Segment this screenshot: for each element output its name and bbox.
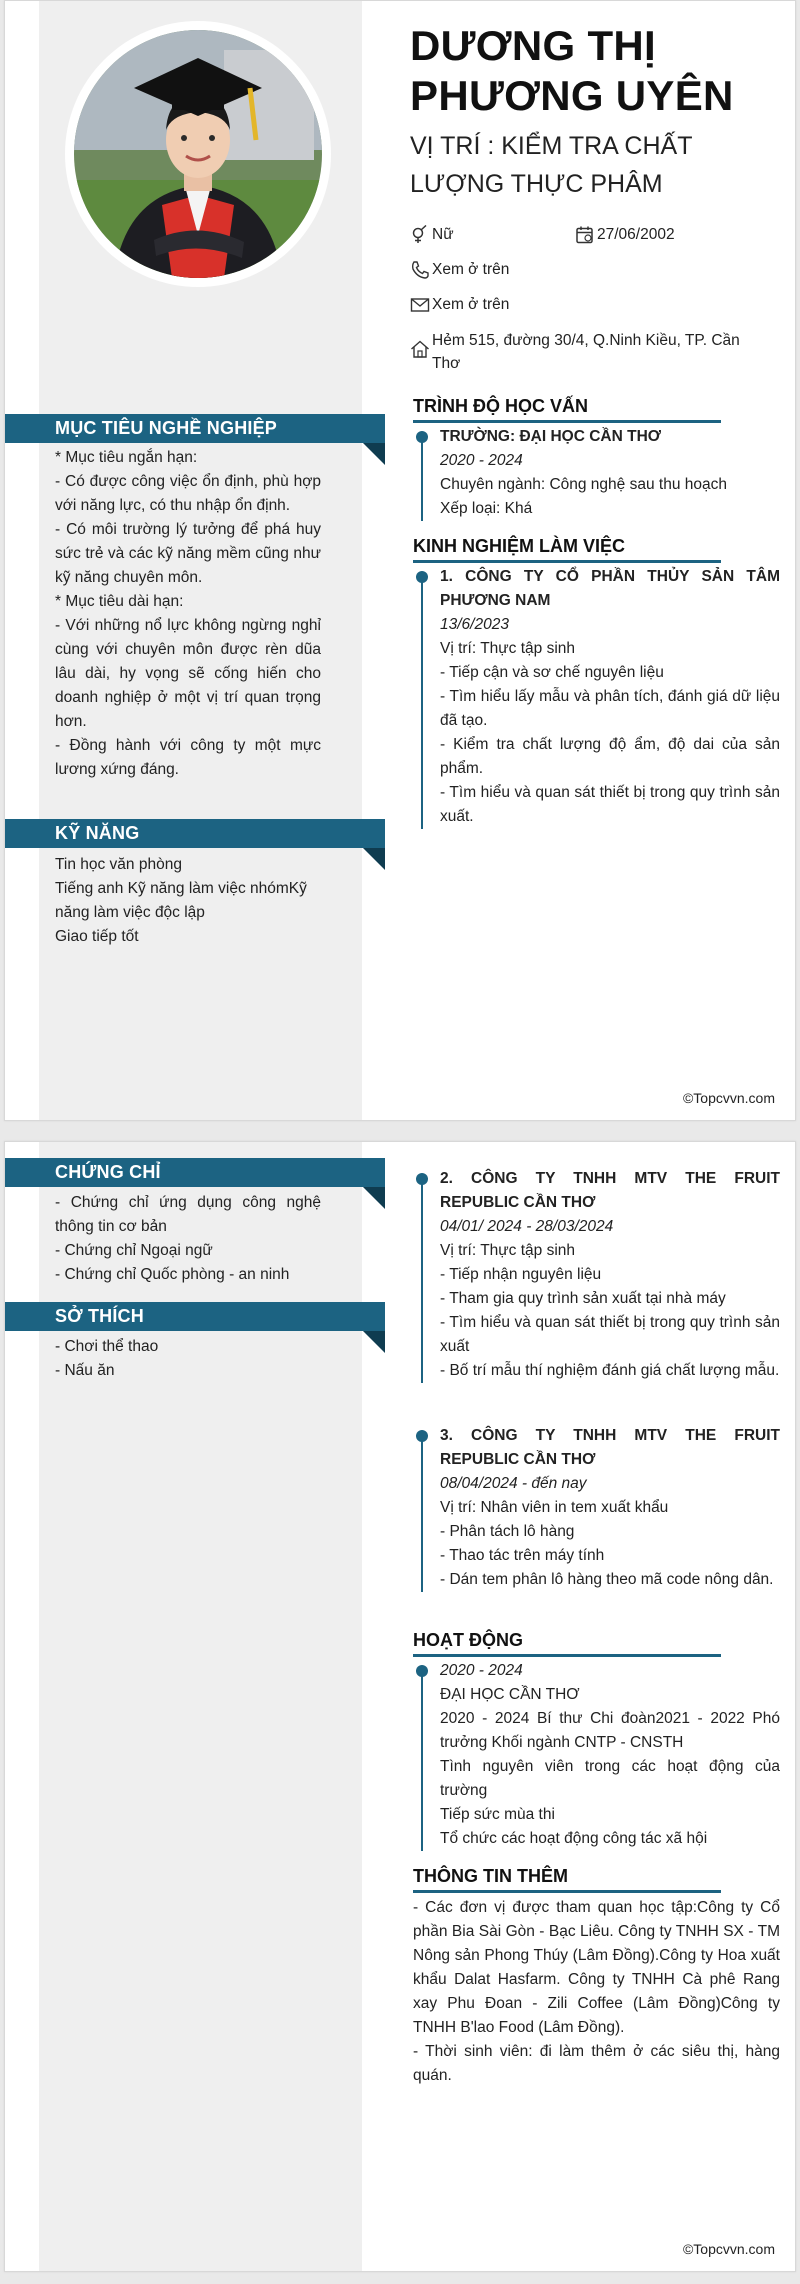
objective-line: - Có môi trường lý tưởng để phá huy sức trẻ và các kỹ năng mềm cũng như kỹ năng chuyên môn.	[55, 521, 321, 586]
objective-line: * Mục tiêu dài hạn:	[55, 593, 184, 610]
skills-title: KỸ NĂNG	[55, 823, 140, 843]
phone-icon	[410, 260, 430, 280]
extra-info-line: - Thời sinh viên: đi làm thêm ở các siêu thị, hàng quán.	[413, 2043, 780, 2084]
education-major: Chuyên ngành: Công nghệ sau thu hoạch	[440, 476, 727, 493]
timeline-dot	[416, 571, 428, 583]
job-task: - Tìm hiểu lấy mẫu và phân tích, đánh giá dữ liệu đã tạo.	[440, 688, 780, 729]
objective-title: MỤC TIÊU NGHỀ NGHIỆP	[55, 418, 278, 438]
timeline-line	[421, 439, 423, 521]
job-role: Vị trí: Thực tập sinh	[440, 640, 576, 657]
cv-page-2	[4, 1141, 796, 2272]
activity-period: 2020 - 2024	[440, 1662, 523, 1679]
gender-icon	[410, 225, 430, 245]
education-grade: Xếp loại: Khá	[440, 500, 533, 517]
school-name: TRƯỜNG: ĐẠI HỌC CẦN THƠ	[440, 428, 661, 445]
certificates-title: CHỨNG CHỈ	[55, 1162, 161, 1182]
experience-entry	[423, 1167, 780, 1383]
activity-line: Tình nguyên viên trong các hoạt động của trường	[440, 1758, 780, 1799]
company-name: 2. CÔNG TY TNHH MTV THE FRUIT REPUBLIC CẦN THƠ	[440, 1170, 780, 1211]
birthday-value: 27/06/2002	[597, 226, 675, 243]
job-period: 04/01/ 2024 - 28/03/2024	[440, 1218, 614, 1235]
extra-info-content	[413, 1896, 780, 2088]
address-info	[410, 329, 770, 375]
activity-org: ĐẠI HỌC CẦN THƠ	[440, 1686, 580, 1703]
job-task: - Dán tem phân lô hàng theo mã code nông dân.	[440, 1571, 774, 1588]
job-task: - Tiếp cận và sơ chế nguyên liệu	[440, 664, 664, 681]
objective-ribbon	[5, 414, 385, 443]
timeline-dot	[416, 1173, 428, 1185]
job-task: - Bố trí mẫu thí nghiệm đánh giá chất lượng mẫu.	[440, 1362, 780, 1379]
birthday-info	[575, 223, 775, 246]
timeline-dot	[416, 431, 428, 443]
ribbon-fold	[363, 848, 385, 870]
skill-line: Tiếng anh Kỹ năng làm việc nhómKỹ năng làm việc độc lập	[55, 880, 307, 921]
extra-info-title: THÔNG TIN THÊM	[413, 1865, 721, 1893]
address-value: Hẻm 515, đường 30/4, Q.Ninh Kiều, TP. Cần Thơ	[432, 332, 740, 372]
envelope-icon	[410, 295, 430, 315]
ribbon-fold	[363, 1187, 385, 1209]
activity-line: 2020 - 2024 Bí thư Chi đoàn2021 - 2022 Phó trưởng Khối ngành CNTP - CNSTH	[440, 1710, 780, 1751]
job-task: - Phân tách lô hàng	[440, 1523, 575, 1540]
certificates-content	[55, 1191, 321, 1287]
skills-ribbon	[5, 819, 385, 848]
job-period: 08/04/2024 - đến nay	[440, 1475, 587, 1492]
gender-value: Nữ	[432, 226, 454, 243]
job-period: 13/6/2023	[440, 616, 509, 633]
timeline-line	[421, 579, 423, 829]
graduation-photo	[74, 30, 322, 278]
hobby-line: - Chơi thể thao	[55, 1338, 159, 1355]
ribbon-fold	[363, 1331, 385, 1353]
certificate-line: - Chứng chỉ ứng dụng công nghệ thông tin cơ bản	[55, 1194, 321, 1235]
certificate-line: - Chứng chỉ Quốc phòng - an ninh	[55, 1266, 290, 1283]
phone-value: Xem ở trên	[432, 261, 510, 278]
footer-credit: ©Topcvvn.com	[682, 2241, 775, 2257]
timeline-line	[421, 1438, 423, 1592]
extra-info-line: - Các đơn vị được tham quan học tập:Công ty Cổ phần Bia Sài Gòn - Bạc Liêu. Công ty TNHH SX - TM Nông sản Phong Thúy (Lâm Đồng).Công ty Hoa xuất khẩu Dalat Hasfarm. Công ty TNHH Cà phê Rang xay Phu Đoan - Zili Coffee (Lâm Đồng)Công ty TNHH B'lao Food (Lâm Đồng).	[413, 1899, 780, 2036]
timeline-line	[421, 1673, 423, 1851]
job-task: - Tiếp nhận nguyên liệu	[440, 1266, 602, 1283]
email-info	[410, 293, 710, 316]
skill-line: Tin học văn phòng	[55, 856, 182, 873]
education-entry	[423, 425, 780, 521]
activities-title: HOẠT ĐỘNG	[413, 1629, 721, 1657]
job-task: - Tìm hiểu và quan sát thiết bị trong quy trình sản xuất	[440, 1314, 780, 1355]
skill-line: Giao tiếp tốt	[55, 928, 139, 945]
experience-entry	[423, 1424, 780, 1592]
job-role: Vị trí: Nhân viên in tem xuất khẩu	[440, 1499, 669, 1516]
certificate-line: - Chứng chỉ Ngoại ngữ	[55, 1242, 213, 1259]
experience-title: KINH NGHIỆM LÀM VIỆC	[413, 535, 721, 563]
objective-line: * Mục tiêu ngắn hạn:	[55, 449, 198, 466]
objective-line: - Có được công việc ổn định, phù hợp với năng lực, có thu nhập ổn định.	[55, 473, 321, 514]
job-task: - Tham gia quy trình sản xuất tại nhà máy	[440, 1290, 726, 1307]
hobbies-content	[55, 1335, 321, 1383]
hobbies-title: SỞ THÍCH	[55, 1306, 144, 1326]
gender-info	[410, 223, 560, 246]
avatar	[65, 21, 331, 287]
activity-entry	[423, 1659, 780, 1851]
footer-credit: ©Topcvvn.com	[682, 1090, 775, 1106]
job-task: - Kiểm tra chất lượng độ ẩm, độ dai của sản phẩm.	[440, 736, 780, 777]
activity-line: Tổ chức các hoạt động công tác xã hội	[440, 1830, 708, 1847]
job-role: Vị trí: Thực tập sinh	[440, 1242, 576, 1259]
objective-content	[55, 446, 321, 782]
calendar-icon	[575, 225, 595, 245]
hobbies-ribbon	[5, 1302, 385, 1331]
ribbon-fold	[363, 443, 385, 465]
objective-line: - Đồng hành với công ty một mực lương xứng đáng.	[55, 737, 321, 778]
education-period: 2020 - 2024	[440, 452, 523, 469]
company-name: 1. CÔNG TY CỔ PHẦN THỦY SẢN TÂM PHƯƠNG NAM	[440, 568, 780, 609]
phone-info	[410, 258, 710, 281]
job-task: - Tìm hiểu và quan sát thiết bị trong quy trình sản xuất.	[440, 784, 780, 825]
company-name: 3. CÔNG TY TNHH MTV THE FRUIT REPUBLIC CẦN THƠ	[440, 1427, 780, 1468]
certificates-ribbon	[5, 1158, 385, 1187]
job-position: VỊ TRÍ : KIỂM TRA CHẤT LƯỢNG THỰC PHÂM	[410, 132, 693, 198]
home-icon	[410, 339, 430, 359]
email-value: Xem ở trên	[432, 296, 510, 313]
experience-entry	[423, 565, 780, 829]
timeline-dot	[416, 1430, 428, 1442]
hobby-line: - Nấu ăn	[55, 1362, 115, 1379]
timeline-dot	[416, 1665, 428, 1677]
activity-line: Tiếp sức mùa thi	[440, 1806, 555, 1823]
job-task: - Thao tác trên máy tính	[440, 1547, 605, 1564]
cv-page-1	[4, 0, 796, 1121]
education-title: TRÌNH ĐỘ HỌC VẤN	[413, 395, 721, 423]
objective-line: - Với những nổ lực không ngừng nghỉ cùng với chuyên môn được rèn dũa lâu dài, hy vọng sẽ cống hiến cho doanh nghiệp ở một vị trí quan trọng hơn.	[55, 617, 321, 730]
skills-content	[55, 853, 321, 949]
timeline-line	[421, 1181, 423, 1383]
candidate-name: DƯƠNG THỊ PHƯƠNG UYÊN	[410, 22, 734, 119]
